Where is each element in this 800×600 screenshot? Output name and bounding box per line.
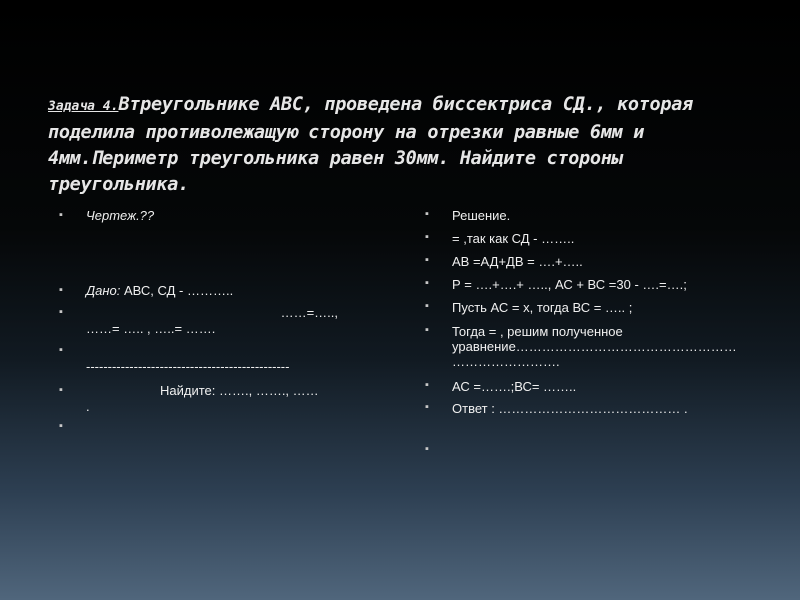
solution-step-ratio: ▪ = ,так как СД - ……..	[424, 231, 764, 254]
solution-step-perimeter: ▪ Р = ….+….+ ….., АС + ВС =30 - ….=….;	[424, 277, 764, 300]
given-value: АВС, СД - ………..	[120, 283, 234, 298]
equality-line-2: ……= ….. , …..= …….	[86, 321, 216, 336]
solution-heading: ▪ Решение.	[424, 208, 764, 231]
solution-answer: ▪ Ответ : …………………………………… .	[424, 401, 764, 443]
equality-line-1: ▪ ……=…..,	[280, 305, 338, 320]
find-text: ▪ Найдите: ……., ……., ……	[160, 383, 319, 398]
solution-step-let: ▪ Пусть АС = х, тогда ВС = ….. ;	[424, 300, 764, 324]
empty-item	[424, 443, 764, 458]
solution-column	[424, 208, 764, 458]
given-column	[58, 208, 378, 435]
find-item	[58, 383, 378, 419]
given-label: Дано:	[86, 283, 121, 298]
solution-step-sides: ▪ АС =…….;ВС= ……..	[424, 379, 764, 401]
empty-item	[58, 419, 378, 435]
separator-line: ▪ -----------------------------------------------	[86, 359, 290, 374]
slide-title	[48, 92, 748, 198]
given-item	[58, 283, 378, 305]
drawing-item: ▪ Чертеж.??	[58, 208, 378, 283]
equation-line-2: уравнение……………………………………………	[452, 339, 737, 354]
solution-step-equation	[424, 324, 764, 379]
task-text: Втреугольнике АВС, проведена биссектриса СД., которая поделила противолежащую сторону на отрезки равные 6мм и 4мм.Периметр треугольника равен 30мм. Найдите стороны треугольника.	[48, 94, 693, 195]
task-label: Задача 4.	[48, 99, 119, 114]
given-equalities-item	[58, 305, 378, 343]
equation-line-1: ▪ Тогда = , решим полученное	[452, 324, 623, 339]
find-trailing-dot: .	[86, 399, 90, 414]
separator-item	[58, 343, 378, 383]
equation-line-3: …………………….	[452, 354, 560, 369]
solution-step-ab: ▪ АВ =АД+ДВ = ….+…..	[424, 254, 764, 277]
